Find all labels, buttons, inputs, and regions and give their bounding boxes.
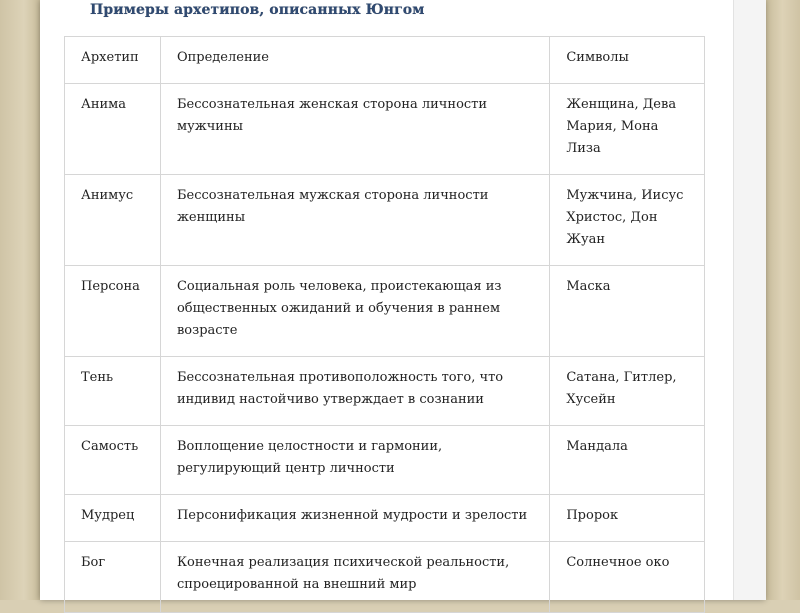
symbols-cell (550, 495, 705, 542)
archetypes-table (64, 36, 705, 613)
definition-line: общественных ожиданий и обучения в раннем (176, 301, 501, 316)
definition-cell (160, 426, 549, 495)
symbols-line: Христос, Дон (566, 210, 658, 225)
archetype-cell: Анима (65, 84, 161, 175)
symbols-cell (550, 175, 705, 266)
background-right (765, 0, 800, 600)
table-row (65, 84, 705, 175)
definition-cell (160, 495, 549, 542)
symbols-line: Маска (566, 279, 611, 294)
table-row (65, 426, 705, 495)
archetype-cell: Тень (65, 357, 161, 426)
symbols-line: Жуан (566, 232, 606, 247)
header-symbols: Символы (550, 37, 705, 84)
archetype-cell: Бог (65, 542, 161, 613)
table-row (65, 357, 705, 426)
symbols-line: Сатана, Гитлер, (566, 370, 677, 385)
symbols-line: Пророк (566, 508, 619, 523)
archetype-cell: Мудрец (65, 495, 161, 542)
header-archetype: Архетип (65, 37, 161, 84)
symbols-line: Лиза (566, 141, 601, 156)
symbols-cell (550, 266, 705, 357)
definition-line: женщины (176, 210, 246, 225)
table-row (65, 542, 705, 613)
definition-line: Социальная роль человека, проистекающая из (176, 279, 502, 294)
table-row (65, 495, 705, 542)
header-definition: Определение (160, 37, 549, 84)
table-row (65, 175, 705, 266)
symbols-line: Женщина, Дева (566, 97, 677, 112)
table-row (65, 266, 705, 357)
definition-cell (160, 175, 549, 266)
symbols-cell (550, 542, 705, 613)
archetype-cell: Персона (65, 266, 161, 357)
archetype-cell: Анимус (65, 175, 161, 266)
definition-line: индивид настойчиво утверждает в сознании (176, 392, 484, 407)
definition-cell (160, 357, 549, 426)
definition-line: регулирующий центр личности (176, 461, 395, 476)
symbols-cell (550, 84, 705, 175)
symbols-line: Мандала (566, 439, 628, 454)
definition-line: возрасте (176, 323, 238, 338)
page-edge (733, 0, 766, 600)
symbols-cell (550, 357, 705, 426)
symbols-cell (550, 426, 705, 495)
definition-line: Бессознательная мужская сторона личности (176, 188, 489, 203)
symbols-line: Мужчина, Иисус (566, 188, 684, 203)
symbols-line: Хусейн (566, 392, 616, 407)
definition-line: Персонификация жизненной мудрости и зрелости (176, 508, 528, 523)
definition-line: Бессознательная противоположность того, что (176, 370, 504, 385)
symbols-line: Солнечное око (566, 555, 670, 570)
definition-line: Воплощение целостности и гармонии, (176, 439, 443, 454)
definition-line: Бессознательная женская сторона личности (176, 97, 488, 112)
definition-cell (160, 542, 549, 613)
table-header-row (65, 37, 705, 84)
archetype-cell: Самость (65, 426, 161, 495)
background-left (0, 0, 40, 600)
definition-cell (160, 266, 549, 357)
definition-cell (160, 84, 549, 175)
definition-line: Конечная реализация психической реальности, (176, 555, 510, 570)
table-caption: Примеры архетипов, описанных Юнгом (90, 2, 425, 18)
definition-line: мужчины (176, 119, 243, 134)
symbols-line: Мария, Мона (566, 119, 659, 134)
definition-line: спроецированной на внешний мир (176, 577, 417, 592)
